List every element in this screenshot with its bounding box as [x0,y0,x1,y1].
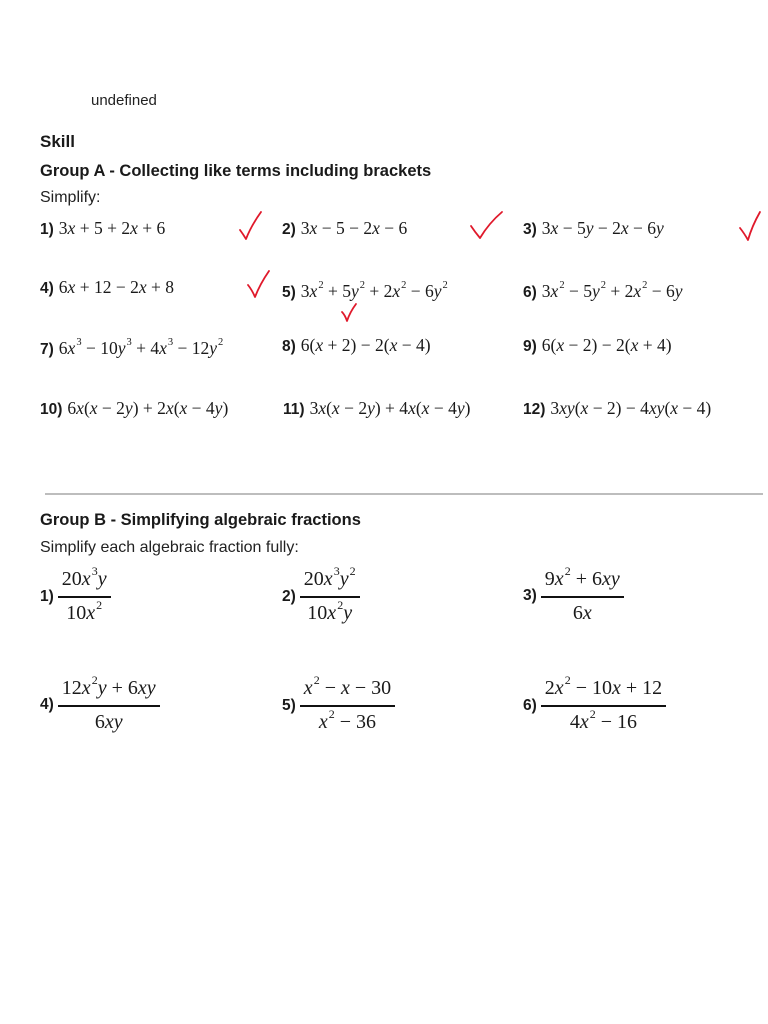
problem-number: 12) [523,401,546,418]
problem-a5 [282,280,448,306]
problem-expression: $6x^3 - 10y^3 + 4x^3 - 12y^2$ [58,337,224,358]
problem-a4 [40,276,174,300]
fraction-problem-b3 [523,564,624,625]
fraction-denominator: 6x [572,601,592,624]
fraction-problem-b1 [40,564,111,627]
problem-expression: $3x^2 + 5y^2 + 2x^2 - 6y^2$ [300,280,448,301]
problem-number: 4) [40,280,54,297]
fraction-numerator: $x^2 - x - 30$ [303,673,392,699]
problem-expression: 3x − 5y − 2x − 6y [541,218,664,238]
problem-expression: 6x(x − 2y) + 2x(x − 4y) [67,398,229,418]
section-divider [45,493,763,495]
problem-expression: 3xy(x − 2) − 4xy(x − 4) [550,398,712,418]
fraction-denominator: 6xy [94,710,123,733]
problem-expression: 6x + 12 − 2x + 8 [58,277,174,297]
group-b-instruction: Simplify each algebraic fraction fully: [40,539,299,556]
problem-number: 7) [40,341,54,358]
problem-number: 8) [282,338,296,355]
problem-a3 [523,217,664,241]
check-mark-icon [244,268,274,300]
problem-a6 [523,280,683,306]
problem-expression: 6(x + 2) − 2(x − 4) [300,335,431,355]
problem-number: 10) [40,401,63,418]
problem-number: 11) [283,401,305,418]
fraction-numerator: $2x^2 - 10x + 12$ [544,673,663,699]
check-mark-icon [339,300,359,324]
fraction-problem-b6 [523,673,666,736]
problem-number: 3) [523,586,537,604]
fraction-problem-b5 [282,673,395,736]
problem-a12 [523,397,711,421]
problem-expression: 3x(x − 2y) + 4x(x − 4y) [309,398,471,418]
problem-a9 [523,334,672,358]
problem-a11 [283,397,470,421]
problem-number: 2) [282,221,296,238]
fraction-numerator: $20x^3y$ [61,564,107,590]
problem-expression: 3x − 5 − 2x − 6 [300,218,408,238]
problem-number: 6) [523,284,537,301]
problem-number: 1) [40,587,54,605]
problem-a10 [40,397,228,421]
fraction-denominator: $10x^2y$ [307,597,353,624]
fraction-denominator: $10x^2$ [66,597,103,624]
problem-number: 6) [523,696,537,714]
group-a-instruction: Simplify: [40,189,101,206]
section-title: Skill [40,132,75,151]
problem-number: 1) [40,221,54,238]
problem-number: 2) [282,587,296,605]
problem-number: 9) [523,338,537,355]
problem-expression: $3x^2 - 5y^2 + 2x^2 - 6y$ [541,280,683,301]
problem-number: 4) [40,695,54,713]
fraction-problem-b4 [40,673,160,734]
problem-a8 [282,334,431,358]
fraction-numerator: $20x^3y^2$ [303,564,356,590]
problem-expression: 3x + 5 + 2x + 6 [58,218,166,238]
problem-a7 [40,337,223,363]
problem-number: 5) [282,284,296,301]
problem-number: 5) [282,696,296,714]
fraction-numerator: $12x^2y + 6xy$ [61,673,156,699]
check-mark-icon [466,206,506,242]
problem-a1 [40,217,165,241]
fraction-numerator: $9x^2 + 6xy$ [544,564,620,590]
fraction-denominator: $4x^2 - 16$ [569,706,638,733]
check-mark-icon [736,208,766,244]
problem-expression: 6(x − 2) − 2(x + 4) [541,335,672,355]
problem-a2 [282,217,407,241]
problem-number: 3) [523,221,537,238]
undefined-label: undefined [91,92,157,109]
group-b-title: Group B - Simplifying algebraic fractions [40,511,361,529]
fraction-problem-b2 [282,564,360,627]
check-mark-icon [236,208,266,242]
group-a-title: Group A - Collecting like terms including brackets [40,162,432,180]
fraction-denominator: $x^2 - 36$ [318,706,377,733]
